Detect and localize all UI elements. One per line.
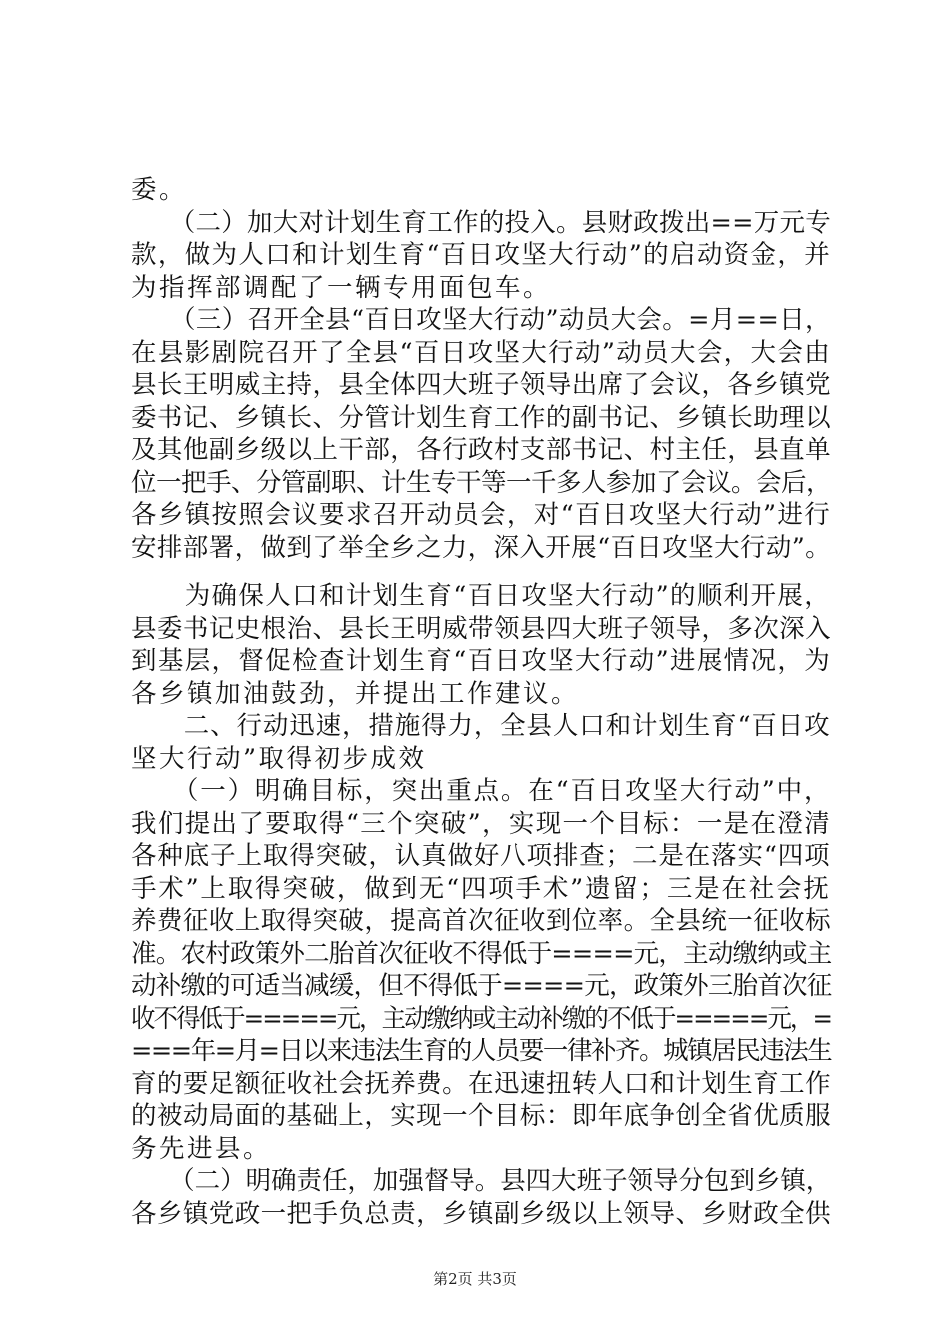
text-line: （二）加大对计划生育工作的投入。县财政拨出==万元专 (131, 207, 831, 238)
text-line: 为指挥部调配了一辆专用面包车。 (131, 272, 552, 303)
text-line: 我们提出了要取得“三个突破”，实现一个目标：一是在澄清 (131, 808, 832, 839)
text-line: 各乡镇按照会议要求召开动员会，对“百日攻坚大行动”进行 (131, 500, 832, 530)
text-line: 育的要足额征收社会抚养费。在迅速扭转人口和计划生育工作 (131, 1068, 832, 1099)
text-line: ===年=月=日以来违法生育的人员要一律补齐。城镇居民违法生 (131, 1036, 832, 1066)
text-line: 县长王明威主持，县全体四大班子领导出席了会议，各乡镇党 (131, 370, 832, 400)
text-line: 的被动局面的基础上，实现一个目标：即年底争创全省优质服 (131, 1101, 832, 1131)
text-line: 安排部署，做到了举全乡之力，深入开展“百日攻坚大行动”。 (131, 532, 832, 563)
text-line: 各乡镇党政一把手负总责，乡镇副乡级以上领导、乡财政全供 (131, 1198, 832, 1229)
text-line: 动补缴的可适当减缓，但不得低于====元，政策外三胎首次征 (131, 971, 832, 1001)
paragraph-gap (131, 564, 831, 580)
text-line: 委书记、乡镇长、分管计划生育工作的副书记、乡镇长助理以 (131, 402, 832, 433)
text-line: 准。农村政策外二胎首次征收不得低于====元，主动缴纳或主 (131, 938, 832, 969)
text-line: 手术”上取得突破，做到无“四项手术”遗留；三是在社会抚 (131, 873, 831, 904)
text-line: 各种底子上取得突破，认真做好八项排查；二是在落实“四项 (131, 841, 831, 871)
text-line: （三）召开全县“百日攻坚大行动”动员大会。=月==日， (131, 305, 831, 335)
page-number-footer: 第2页 共3页 (433, 1270, 517, 1288)
text-line: 到基层，督促检查计划生育“百日攻坚大行动”进展情况，为 (131, 646, 832, 676)
text-line: 位一把手、分管副职、计生专干等一千多人参加了会议。会后， (131, 467, 832, 498)
text-line: 委。 (131, 175, 188, 205)
text-line: 各乡镇加油鼓劲，并提出工作建议。 (131, 678, 580, 709)
section-heading-line: 坚大行动”取得初步成效 (131, 743, 427, 774)
section-heading-line: 二、行动迅速，措施得力，全县人口和计划生育“百日攻 (131, 711, 831, 741)
text-line: 务先进县。 (131, 1133, 272, 1164)
text-line: （一）明确目标，突出重点。在“百日攻坚大行动”中， (131, 776, 832, 806)
text-line: 在县影剧院召开了全县“百日攻坚大行动”动员大会，大会由 (131, 337, 832, 368)
text-line: （二）明确责任，加强督导。县四大班子领导分包到乡镇， (131, 1166, 832, 1196)
document-body (131, 174, 831, 1230)
text-line: 款，做为人口和计划生育“百日攻坚大行动”的启动资金，并 (131, 240, 832, 270)
text-line: 收不得低于=====元，主动缴纳或主动补缴的不低于=====元，= (131, 1003, 832, 1034)
text-line: 及其他副乡级以上干部，各行政村支部书记、村主任，县直单 (131, 435, 832, 465)
text-line: 养费征收上取得突破，提高首次征收到位率。全县统一征收标 (131, 906, 832, 936)
text-line: 为确保人口和计划生育“百日攻坚大行动”的顺利开展， (131, 581, 832, 611)
text-line: 县委书记史根治、县长王明威带领县四大班子领导，多次深入 (131, 613, 832, 644)
